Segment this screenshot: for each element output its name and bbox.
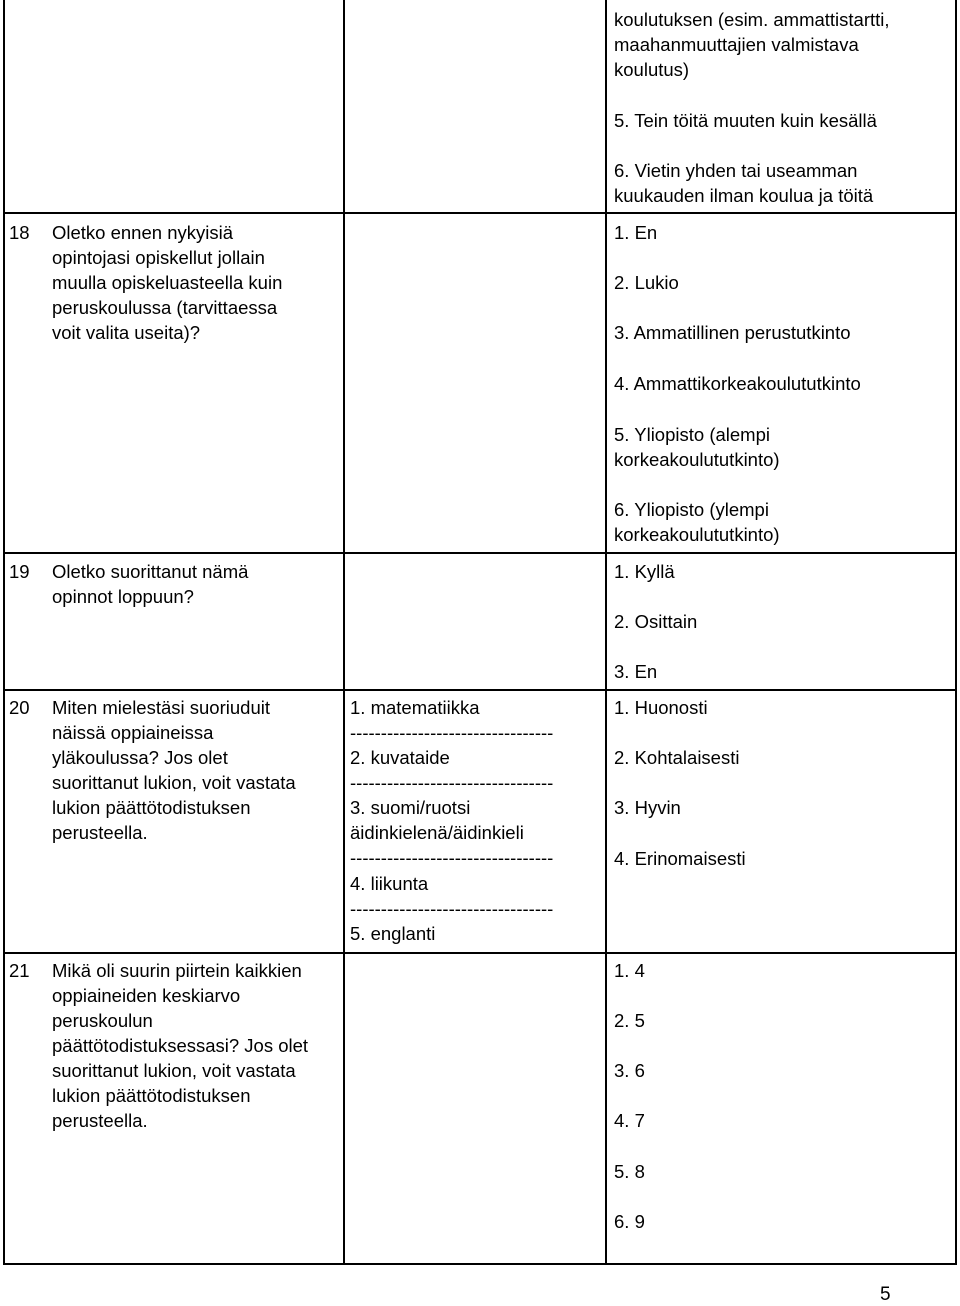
continuation-line-3: koulutus)	[614, 59, 690, 80]
answer-option: 3. Hyvin	[614, 797, 681, 818]
continuation-option-5: 5. Tein töitä muuten kuin kesällä	[614, 110, 877, 131]
subject-separator: ---------------------------------	[350, 722, 554, 743]
continuation-option-6: 6. Vietin yhden tai useamman	[614, 160, 858, 181]
answer-option: 3. 6	[614, 1060, 645, 1081]
subject-separator: ---------------------------------	[350, 898, 554, 919]
subject-item: 5. englanti	[350, 923, 436, 944]
question-number: 21	[9, 960, 30, 981]
continuation-line-2: maahanmuuttajien valmistava	[614, 34, 859, 55]
table-border-bottom	[3, 1263, 957, 1265]
question-text-line: Oletko ennen nykyisiä	[52, 222, 233, 243]
subject-item: 3. suomi/ruotsi	[350, 797, 471, 818]
answer-option: 2. Kohtalaisesti	[614, 747, 740, 768]
question-text-line: voit valita useita)?	[52, 322, 201, 343]
answer-option: 3. En	[614, 661, 658, 682]
question-text-line: muulla opiskeluasteella kuin	[52, 272, 283, 293]
answer-option: 5. 8	[614, 1161, 645, 1182]
row-divider-21	[3, 952, 957, 954]
answer-option-continued: korkeakoulututkinto)	[614, 524, 780, 545]
question-text-line: lukion päättötodistuksen	[52, 797, 251, 818]
table-border-left	[3, 0, 5, 1265]
row-divider-18	[3, 212, 957, 214]
subject-item: 1. matematiikka	[350, 697, 480, 718]
answer-option: 2. Osittain	[614, 611, 698, 632]
question-text-line: yläkoulussa? Jos olet	[52, 747, 228, 768]
question-text-line: perusteella.	[52, 1110, 148, 1131]
answer-option: 3. Ammatillinen perustutkinto	[614, 322, 851, 343]
answer-option: 1. 4	[614, 960, 645, 981]
question-text-line: peruskoulun	[52, 1010, 153, 1031]
question-text-line: oppiaineiden keskiarvo	[52, 985, 241, 1006]
continuation-line-1: koulutuksen (esim. ammattistartti,	[614, 9, 890, 30]
question-text-line: opinnot loppuun?	[52, 586, 194, 607]
subject-separator: ---------------------------------	[350, 847, 554, 868]
answer-option: 5. Yliopisto (alempi	[614, 424, 770, 445]
answer-option-continued: korkeakoulututkinto)	[614, 449, 780, 470]
page-number: 5	[880, 1284, 891, 1305]
continuation-option-6-line2: kuukauden ilman koulua ja töitä	[614, 185, 874, 206]
answer-option: 4. Ammattikorkeakoulututkinto	[614, 373, 861, 394]
question-text-line: päättötodistuksessasi? Jos olet	[52, 1035, 309, 1056]
answer-option: 2. Lukio	[614, 272, 679, 293]
subject-separator: ---------------------------------	[350, 772, 554, 793]
question-text-line: Mikä oli suurin piirtein kaikkien	[52, 960, 302, 981]
answer-option: 1. En	[614, 222, 658, 243]
question-text-line: peruskoulussa (tarvittaessa	[52, 297, 278, 318]
row-divider-19	[3, 552, 957, 554]
table-border-mid	[343, 0, 345, 1265]
answer-option: 1. Kyllä	[614, 561, 675, 582]
answer-option: 4. Erinomaisesti	[614, 848, 746, 869]
subject-item-continued: äidinkielenä/äidinkieli	[350, 822, 524, 843]
table-border-right	[955, 0, 957, 1265]
question-text-line: lukion päättötodistuksen	[52, 1085, 251, 1106]
question-text-line: opintojasi opiskellut jollain	[52, 247, 265, 268]
table-border-mid2	[605, 0, 607, 1265]
answer-option: 2. 5	[614, 1010, 645, 1031]
question-text-line: Miten mielestäsi suoriuduit	[52, 697, 270, 718]
answer-option: 6. 9	[614, 1211, 645, 1232]
question-text-line: Oletko suorittanut nämä	[52, 561, 249, 582]
row-divider-20	[3, 689, 957, 691]
question-text-line: suorittanut lukion, voit vastata	[52, 772, 296, 793]
subject-item: 4. liikunta	[350, 873, 429, 894]
question-number: 19	[9, 561, 30, 582]
subject-item: 2. kuvataide	[350, 747, 450, 768]
answer-option: 1. Huonosti	[614, 697, 708, 718]
answer-option: 4. 7	[614, 1110, 645, 1131]
answer-option: 6. Yliopisto (ylempi	[614, 499, 769, 520]
question-number: 20	[9, 697, 30, 718]
question-number: 18	[9, 222, 30, 243]
question-text-line: näissä oppiaineissa	[52, 722, 214, 743]
question-text-line: suorittanut lukion, voit vastata	[52, 1060, 296, 1081]
question-text-line: perusteella.	[52, 822, 148, 843]
